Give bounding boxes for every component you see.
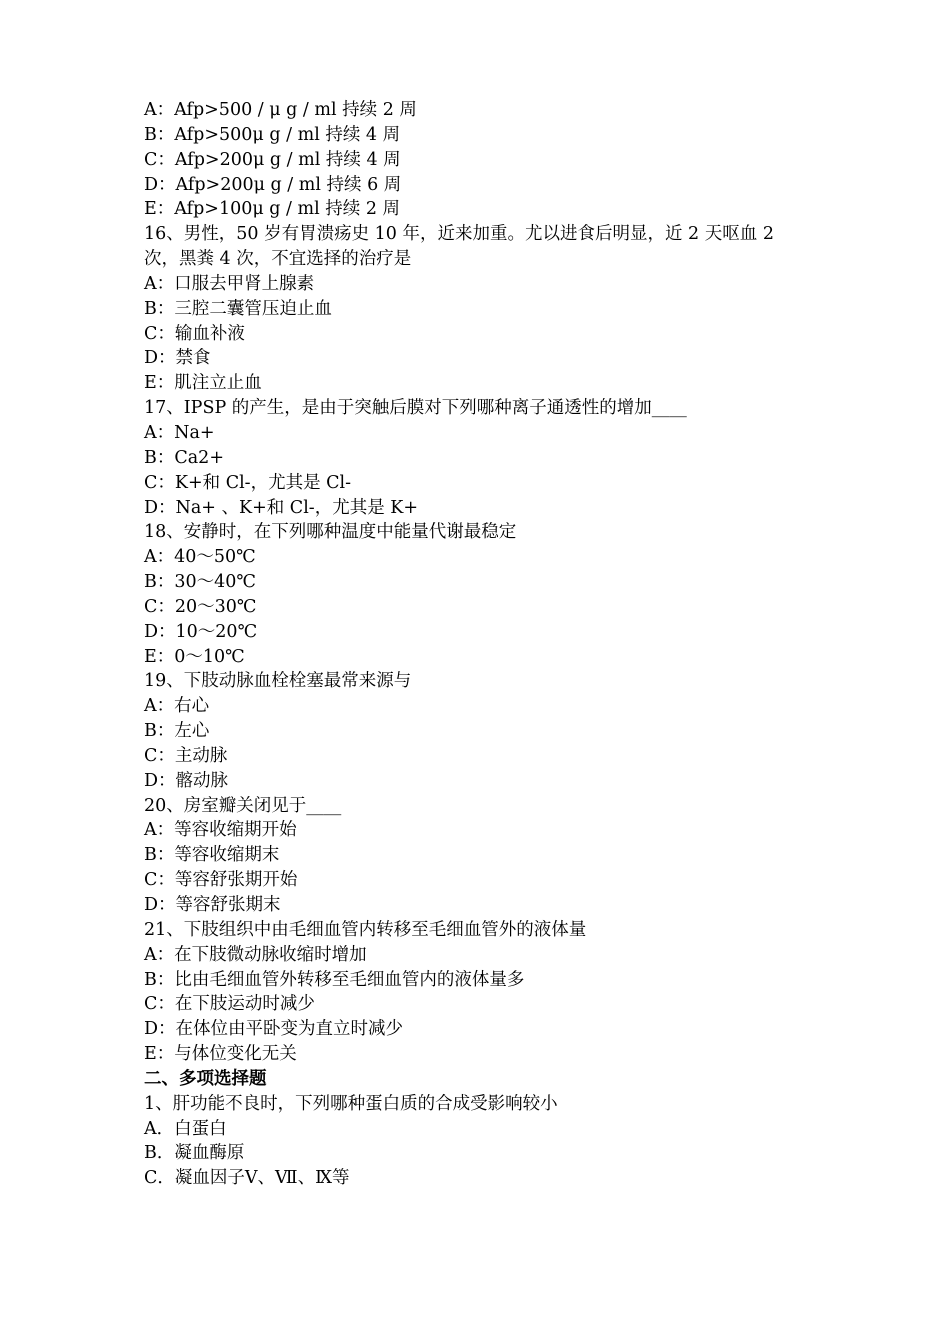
option-line: A：在下肢微动脉收缩时增加 [144,944,367,965]
option-line: B：Ca2+ [144,447,224,468]
option-line: E：0～10℃ [144,646,245,667]
option-line: D：等容舒张期末 [144,895,281,915]
option-line: C．凝血因子Ⅴ、Ⅶ、Ⅸ等 [144,1168,350,1189]
option-line: B：三腔二囊管压迫止血 [144,298,332,319]
option-line: D：禁食 [144,348,211,369]
option-line: C：K+和 Cl-，尤其是 Cl- [144,472,352,493]
option-line: C：在下肢运动时减少 [144,994,315,1015]
option-line: B：比由毛细血管外转移至毛细血管内的液体量多 [144,969,525,990]
option-line: C：输血补液 [144,323,245,344]
question-20: 20、房室瓣关闭见于____ [144,795,342,816]
option-line: B．凝血酶原 [144,1143,245,1164]
option-line: E：肌注立止血 [144,373,262,394]
question-19: 19、下肢动脉血栓栓塞最常来源与 [144,671,412,692]
option-line: C：20～30℃ [144,596,257,617]
option-line: D：10～20℃ [144,621,258,642]
question-1: 1、肝功能不良时，下列哪种蛋白质的合成受影响较小 [144,1093,558,1114]
option-line: D：Afp>200μ g / ml 持续 6 周 [144,174,402,195]
option-line: B：Afp>500μ g / ml 持续 4 周 [144,124,401,145]
option-line: E：Afp>100μ g / ml 持续 2 周 [144,199,401,220]
option-line: B：左心 [144,721,210,742]
option-line: B：等容收缩期末 [144,845,280,866]
option-line: A：Na+ [144,422,215,443]
option-line: D：Na+ 、K+和 Cl-，尤其是 K+ [144,497,419,518]
option-line: B：30～40℃ [144,572,256,593]
option-line: C：等容舒张期开始 [144,870,298,891]
option-line: A：口服去甲肾上腺素 [144,273,315,294]
option-line: A：等容收缩期开始 [144,820,297,841]
option-line: D：髂动脉 [144,770,229,791]
option-line: C：Afp>200μ g / ml 持续 4 周 [144,149,401,170]
option-line: A：40～50℃ [144,547,256,568]
option-line: A：右心 [144,696,210,717]
document-body [144,98,814,1191]
option-line: D：在体位由平卧变为直立时减少 [144,1019,404,1040]
question-18: 18、安静时，在下列哪种温度中能量代谢最稳定 [144,522,517,543]
section-heading: 二、多项选择题 [144,1068,267,1089]
option-line: C：主动脉 [144,745,228,766]
question-21: 21、下肢组织中由毛细血管内转移至毛细血管外的液体量 [144,919,587,940]
option-line: A．白蛋白 [144,1118,227,1139]
question-16: 16、男性，50 岁有胃溃疡史 10 年，近来加重。尤以进食后明显，近 2 天呕血 2 次，黑粪 4 次，不宜选择的治疗是 [144,224,774,270]
question-17: 17、IPSP 的产生，是由于突触后膜对下列哪种离子通透性的增加____ [144,398,687,419]
option-line: A：Afp>500 / μ g / ml 持续 2 周 [144,100,417,120]
option-line: E：与体位变化无关 [144,1044,297,1065]
